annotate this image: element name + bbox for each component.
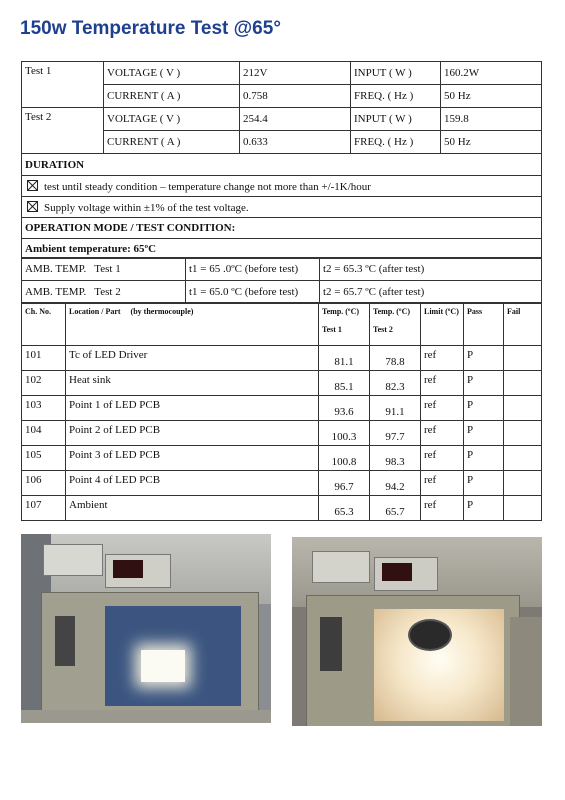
location-cell: Tc of LED Driver <box>66 346 319 371</box>
table-row <box>22 446 542 471</box>
operation-heading: OPERATION MODE / TEST CONDITION: <box>22 218 542 239</box>
temp2-cell: 94.2 <box>370 471 421 496</box>
location-cell: Heat sink <box>66 371 319 396</box>
pass-cell: P <box>464 396 504 421</box>
table-row <box>22 281 542 304</box>
param-value: 212V <box>240 62 351 85</box>
col-header-temp1-test: Test 1 <box>322 325 342 334</box>
test-chamber-photo-2 <box>292 537 542 726</box>
amb-after: t2 = 65.7 ºC (after test) <box>320 281 542 304</box>
param-value: 159.8 <box>441 108 542 131</box>
limit-cell: ref <box>421 396 464 421</box>
electrical-table <box>21 61 542 154</box>
param-label: CURRENT ( A ) <box>104 85 240 108</box>
table-row <box>22 421 542 446</box>
ambient-table <box>21 257 542 304</box>
amb-before: t1 = 65.0 ºC (before test) <box>186 281 320 304</box>
col-header-fail: Fail <box>504 303 542 346</box>
fail-cell <box>504 421 542 446</box>
page-title: 150w Temperature Test @65° <box>20 18 281 39</box>
control-panel <box>55 616 75 666</box>
temp2-cell: 98.3 <box>370 446 421 471</box>
table-row <box>22 371 542 396</box>
pass-cell: P <box>464 421 504 446</box>
temp1-cell: 100.8 <box>319 446 370 471</box>
limit-cell: ref <box>421 496 464 521</box>
col-header-temp2-unit: Temp. (ºC) <box>373 307 411 316</box>
ch-cell: 101 <box>22 346 66 371</box>
col-header-temp1-unit: Temp. (ºC) <box>322 307 360 316</box>
location-cell: Point 4 of LED PCB <box>66 471 319 496</box>
param-value: 0.758 <box>240 85 351 108</box>
table-row <box>22 396 542 421</box>
col-header-temp2 <box>370 303 421 346</box>
temp1-cell: 85.1 <box>319 371 370 396</box>
temp1-cell: 81.1 <box>319 346 370 371</box>
limit-cell: ref <box>421 346 464 371</box>
temp1-cell: 100.3 <box>319 421 370 446</box>
test-label: Test 2 <box>22 108 104 154</box>
header-row <box>22 303 542 346</box>
limit-cell: ref <box>421 421 464 446</box>
duration-text: test until steady condition – temperature change not more than +/-1K/hour <box>44 180 371 193</box>
param-label: CURRENT ( A ) <box>104 131 240 154</box>
open-oven-door <box>510 617 542 726</box>
temp2-cell: 65.7 <box>370 496 421 521</box>
fail-cell <box>504 471 542 496</box>
duration-text: Supply voltage within ±1% of the test voltage. <box>44 201 249 214</box>
glowing-window <box>141 650 185 682</box>
amb-after: t2 = 65.3 ºC (after test) <box>320 258 542 281</box>
location-cell: Point 3 of LED PCB <box>66 446 319 471</box>
location-cell: Point 1 of LED PCB <box>66 396 319 421</box>
results-table <box>21 302 542 521</box>
pass-cell: P <box>464 496 504 521</box>
param-value: 50 Hz <box>441 131 542 154</box>
location-cell: Point 2 of LED PCB <box>66 421 319 446</box>
checked-box-icon <box>27 180 38 191</box>
amb-label: AMB. TEMP. Test 2 <box>22 281 186 304</box>
table-row <box>22 62 542 85</box>
fail-cell <box>504 446 542 471</box>
controller-display <box>382 563 412 581</box>
ch-cell: 103 <box>22 396 66 421</box>
ch-cell: 104 <box>22 421 66 446</box>
temp1-cell: 65.3 <box>319 496 370 521</box>
ch-cell: 106 <box>22 471 66 496</box>
temp2-cell: 91.1 <box>370 396 421 421</box>
checked-box-icon <box>27 201 38 212</box>
col-header-ch: Ch. No. <box>22 303 66 346</box>
location-cell: Ambient <box>66 496 319 521</box>
duration-table <box>21 153 542 259</box>
power-meter-device <box>312 551 370 583</box>
amb-label: AMB. TEMP. Test 1 <box>22 258 186 281</box>
param-label: INPUT ( W ) <box>351 108 441 131</box>
param-label: FREQ. ( Hz ) <box>351 85 441 108</box>
table-row <box>22 346 542 371</box>
table-surface <box>21 710 271 723</box>
param-label: VOLTAGE ( V ) <box>104 62 240 85</box>
pass-cell: P <box>464 371 504 396</box>
test-label: Test 1 <box>22 62 104 108</box>
param-value: 160.2W <box>441 62 542 85</box>
table-row <box>22 108 542 131</box>
temp2-cell: 78.8 <box>370 346 421 371</box>
amb-before: t1 = 65 .0ºC (before test) <box>186 258 320 281</box>
ambient-temperature: Ambient temperature: 65ºC <box>22 239 542 259</box>
col-header-temp2-test: Test 2 <box>373 325 393 334</box>
led-lamp <box>408 619 452 651</box>
table-row <box>22 258 542 281</box>
fail-cell <box>504 371 542 396</box>
test-chamber-photo-1 <box>21 534 271 723</box>
col-header-pass: Pass <box>464 303 504 346</box>
temp2-cell: 82.3 <box>370 371 421 396</box>
table-row <box>22 496 542 521</box>
param-label: INPUT ( W ) <box>351 62 441 85</box>
pass-cell: P <box>464 471 504 496</box>
param-label: VOLTAGE ( V ) <box>104 108 240 131</box>
fail-cell <box>504 496 542 521</box>
pass-cell: P <box>464 346 504 371</box>
limit-cell: ref <box>421 371 464 396</box>
param-value: 50 Hz <box>441 85 542 108</box>
param-value: 0.633 <box>240 131 351 154</box>
col-header-limit: Limit (ºC) <box>421 303 464 346</box>
limit-cell: ref <box>421 471 464 496</box>
temp1-cell: 93.6 <box>319 396 370 421</box>
duration-heading: DURATION <box>22 154 542 176</box>
ch-cell: 105 <box>22 446 66 471</box>
control-panel <box>320 617 342 671</box>
param-value: 254.4 <box>240 108 351 131</box>
ch-cell: 107 <box>22 496 66 521</box>
temp2-cell: 97.7 <box>370 421 421 446</box>
power-meter-device <box>43 544 103 576</box>
temp1-cell: 96.7 <box>319 471 370 496</box>
ch-cell: 102 <box>22 371 66 396</box>
fail-cell <box>504 346 542 371</box>
duration-item <box>22 197 542 218</box>
col-header-location: Location / Part (by thermocouple) <box>66 303 319 346</box>
pass-cell: P <box>464 446 504 471</box>
duration-item <box>22 176 542 197</box>
table-row <box>22 471 542 496</box>
col-header-temp1 <box>319 303 370 346</box>
limit-cell: ref <box>421 446 464 471</box>
controller-display <box>113 560 143 578</box>
fail-cell <box>504 396 542 421</box>
param-label: FREQ. ( Hz ) <box>351 131 441 154</box>
